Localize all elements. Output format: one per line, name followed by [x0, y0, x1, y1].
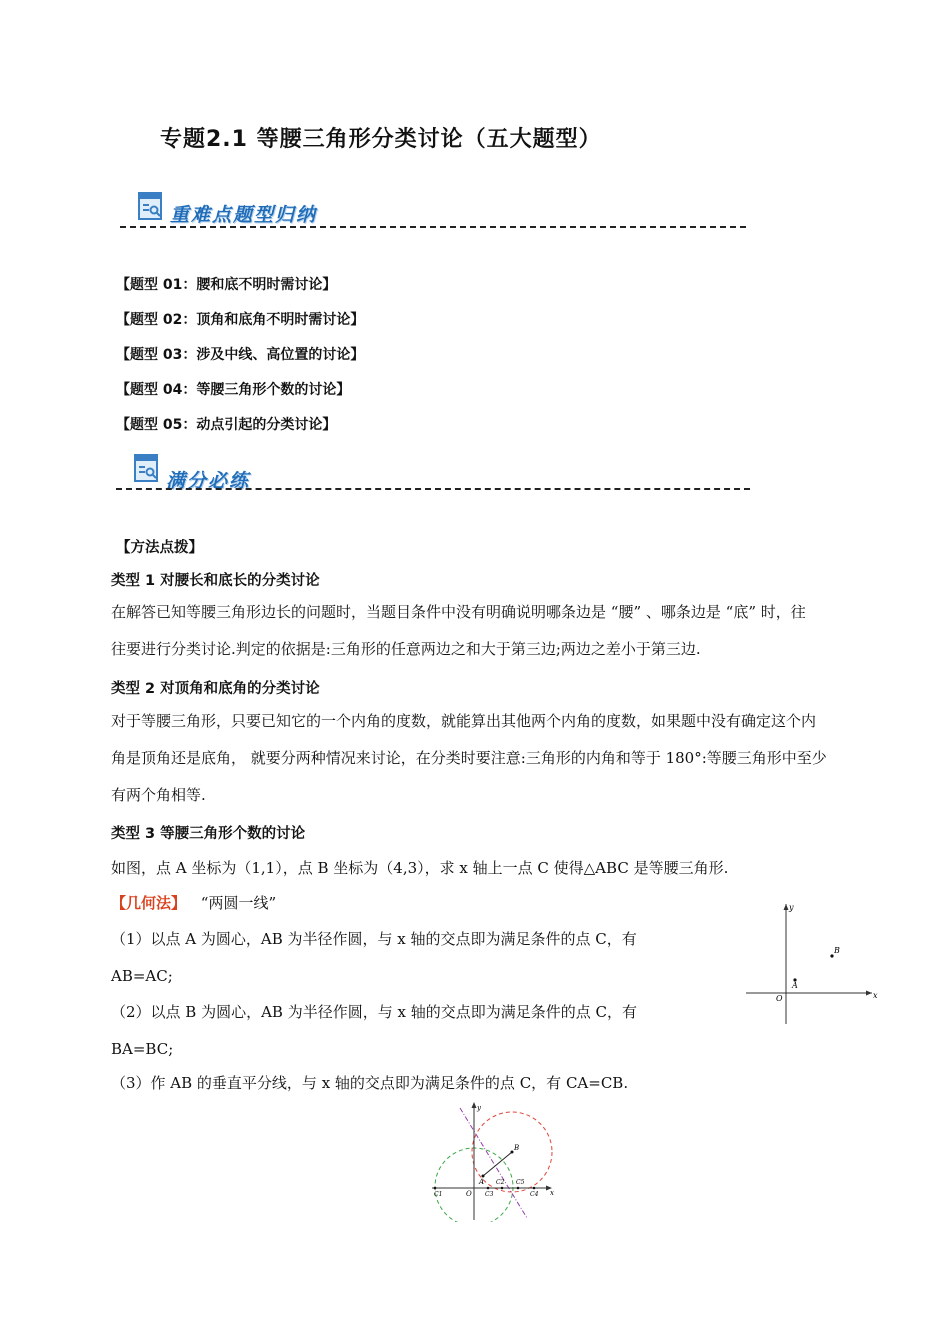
dashed-divider: [120, 226, 746, 228]
paragraph-line: （1）以点 A 为圆心，AB 为半径作圆，与 x 轴的交点即为满足条件的点 C，有: [111, 930, 637, 948]
paragraph-line: 往要进行分类讨论.判定的依据是:三角形的任意两边之和大于第三边;两边之差小于第三边.: [111, 640, 701, 658]
paragraph-line: BA=BC;: [111, 1040, 174, 1058]
paragraph-line: 如图，点 A 坐标为（1,1），点 B 坐标为（4,3），求 x 轴上一点 C 使得△ABC 是等腰三角形.: [111, 859, 729, 877]
point-c-label: C3: [485, 1191, 494, 1198]
paragraph-line: AB=AC;: [111, 967, 173, 985]
method-heading: 【方法点拨】: [116, 540, 203, 556]
point-c2: [501, 1187, 504, 1190]
paragraph-line: 角是顶角还是底角， 就要分两种情况来讨论，在分类时要注意:三角形的内角和等于 180°:等腰三角形中至少: [111, 749, 827, 767]
banner-label: 满分必练: [166, 470, 251, 492]
paragraph-line: （2）以点 B 为圆心，AB 为半径作圆，与 x 轴的交点即为满足条件的点 C，有: [111, 1003, 637, 1021]
paragraph-line: 对于等腰三角形，只要已知它的一个内角的度数，就能算出其他两个内角的度数，如果题中没有确定这个内: [111, 712, 817, 730]
perpendicular-bisector: [460, 1108, 527, 1218]
method-tag: 【几何法】: [111, 894, 187, 912]
toc-item: 【题型 05：动点引起的分类讨论】: [116, 417, 337, 433]
y-axis-arrow: [472, 1102, 477, 1108]
segment-ab: [483, 1152, 512, 1176]
banner-label: 重难点题型归纳: [170, 204, 318, 226]
x-axis-arrow: [866, 991, 872, 996]
point-b-label: B: [834, 946, 840, 955]
x-axis-label: x: [873, 991, 878, 1000]
dashed-divider: [116, 488, 750, 490]
type3-heading: 类型 3 等腰三角形个数的讨论: [111, 826, 306, 842]
y-axis-label: y: [477, 1104, 481, 1112]
toc-item: 【题型 03：涉及中线、高位置的讨论】: [116, 347, 365, 363]
point-c-label: C1: [434, 1191, 443, 1198]
toc-item: 【题型 02：顶角和底角不明时需讨论】: [116, 312, 365, 328]
x-axis-label: x: [550, 1189, 554, 1197]
paragraph-line: （3）作 AB 的垂直平分线，与 x 轴的交点即为满足条件的点 C，有 CA=CB.: [111, 1074, 629, 1092]
section-banner-key-types: [120, 192, 750, 232]
origin-label: O: [776, 994, 783, 1003]
document-search-icon: [138, 192, 164, 220]
section-banner-practice: [116, 454, 754, 494]
point-a-label: A: [792, 981, 798, 990]
two-circles-one-line-figure: [430, 1102, 560, 1222]
toc-item: 【题型 01：腰和底不明时需讨论】: [116, 277, 337, 293]
page-title: 专题2.1 等腰三角形分类讨论（五大题型）: [160, 127, 602, 152]
point-c3: [487, 1187, 490, 1190]
coordinate-figure: [740, 898, 880, 1028]
point-a-label: A: [479, 1178, 485, 1186]
point-c4: [533, 1187, 536, 1190]
document-search-icon: [134, 454, 160, 482]
point-c-label: C2: [496, 1179, 505, 1186]
point-c-label: C4: [530, 1191, 539, 1198]
y-axis-label: y: [789, 903, 794, 912]
y-axis-arrow: [784, 904, 789, 910]
type2-heading: 类型 2 对顶角和底角的分类讨论: [111, 681, 320, 697]
point-b-label: B: [514, 1144, 520, 1152]
toc-item: 【题型 04：等腰三角形个数的讨论】: [116, 382, 351, 398]
point-c1: [434, 1187, 437, 1190]
point-c-label: C5: [516, 1179, 525, 1186]
type1-heading: 类型 1 对腰长和底长的分类讨论: [111, 573, 320, 589]
method-name: “两圆一线”: [200, 894, 277, 912]
point-c5: [517, 1187, 520, 1190]
origin-label: O: [466, 1190, 472, 1198]
method-line: [111, 892, 276, 913]
paragraph-line: 有两个角相等.: [111, 786, 206, 804]
paragraph-line: 在解答已知等腰三角形边长的问题时，当题目条件中没有明确说明哪条边是 “腰” 、哪条边是 “底” 时，往: [111, 603, 806, 621]
